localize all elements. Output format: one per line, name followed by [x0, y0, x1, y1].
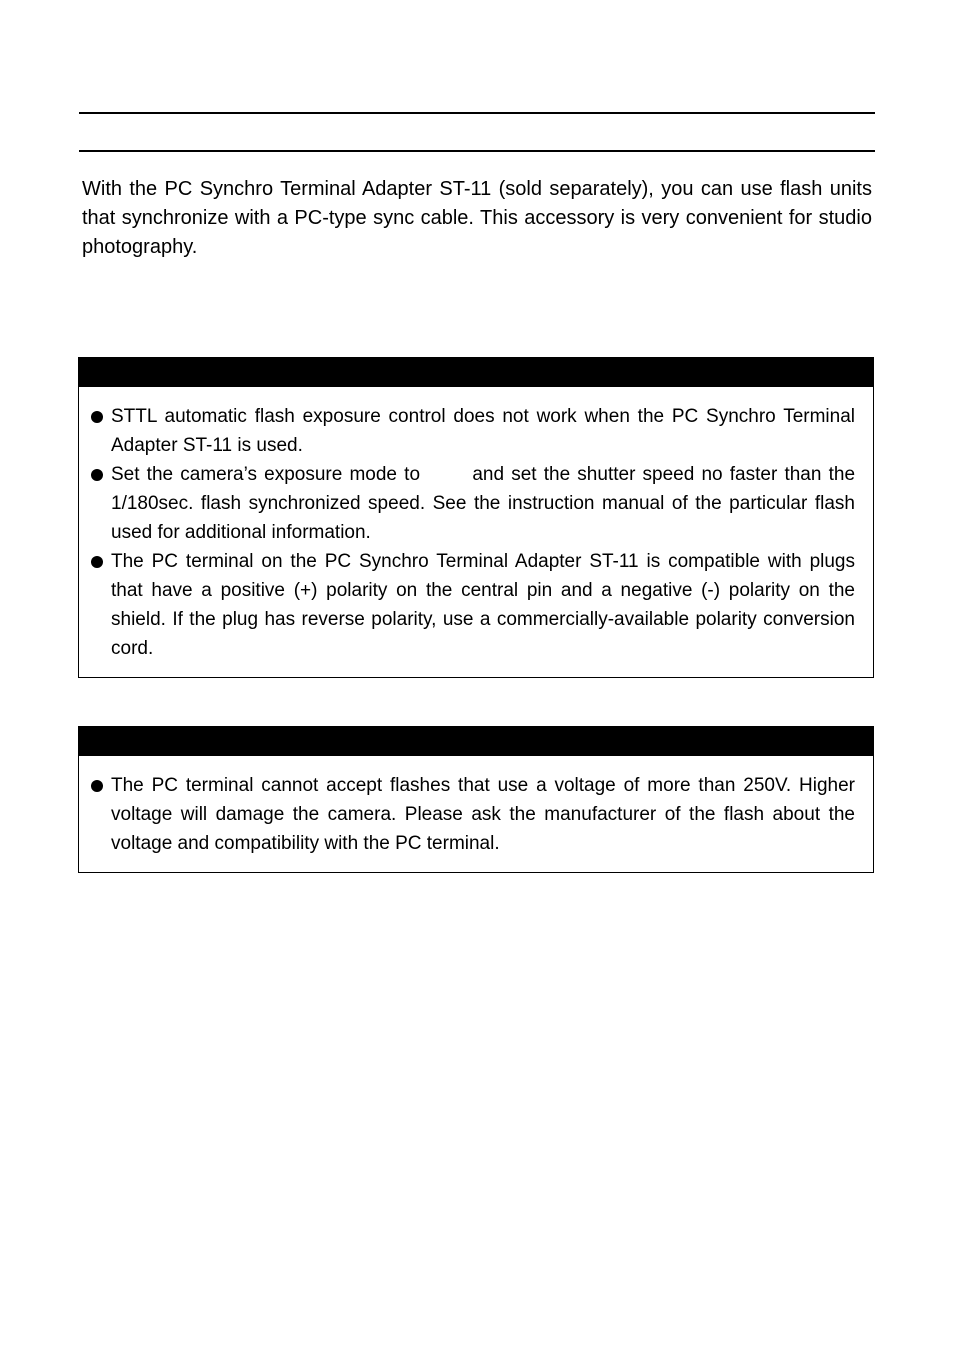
intro-paragraph: With the PC Synchro Terminal Adapter ST-11 (sold separately), you can use flash units that synchronize with a PC-type sync cable. This accessory is very convenient for studio photography. — [82, 178, 872, 258]
caution-box — [78, 726, 874, 873]
note-text: STTL automatic flash exposure control does not work when the PC Synchro Terminal Adapter ST-11 is used. — [111, 406, 855, 456]
bullet-icon — [91, 411, 103, 423]
bullet-icon — [91, 469, 103, 481]
list-item — [89, 771, 855, 858]
caution-text: The PC terminal cannot accept flashes that use a voltage of more than 250V. Higher voltage will damage the camera. Please ask the manufacturer of the flash about the voltage and compatibility with the PC terminal. — [111, 775, 855, 854]
bullet-icon — [91, 556, 103, 568]
title-rule-top — [79, 112, 875, 114]
note-text: The PC terminal on the PC Synchro Terminal Adapter ST-11 is compatible with plugs that have a positive (+) polarity on the central pin and a negative (-) polarity on the shield. If the plug has reverse polarity, use a commercially-available polarity conversion cord. — [111, 551, 855, 659]
list-item — [89, 460, 855, 547]
caution-list — [79, 756, 873, 858]
list-item — [89, 402, 855, 460]
notes-box — [78, 357, 874, 678]
bullet-icon — [91, 780, 103, 792]
notes-list — [79, 387, 873, 663]
note-text-before: Set the camera’s exposure mode to — [111, 464, 421, 485]
note-text-after: and set the shutter speed no faster than the 1/180sec. flash synchronized speed. See the instruction manual of the particular flash used for additional information. — [111, 464, 856, 543]
list-item — [89, 547, 855, 663]
title-rule-bottom — [79, 150, 875, 152]
caution-box-header-bar — [79, 727, 873, 756]
notes-box-header-bar — [79, 358, 873, 387]
